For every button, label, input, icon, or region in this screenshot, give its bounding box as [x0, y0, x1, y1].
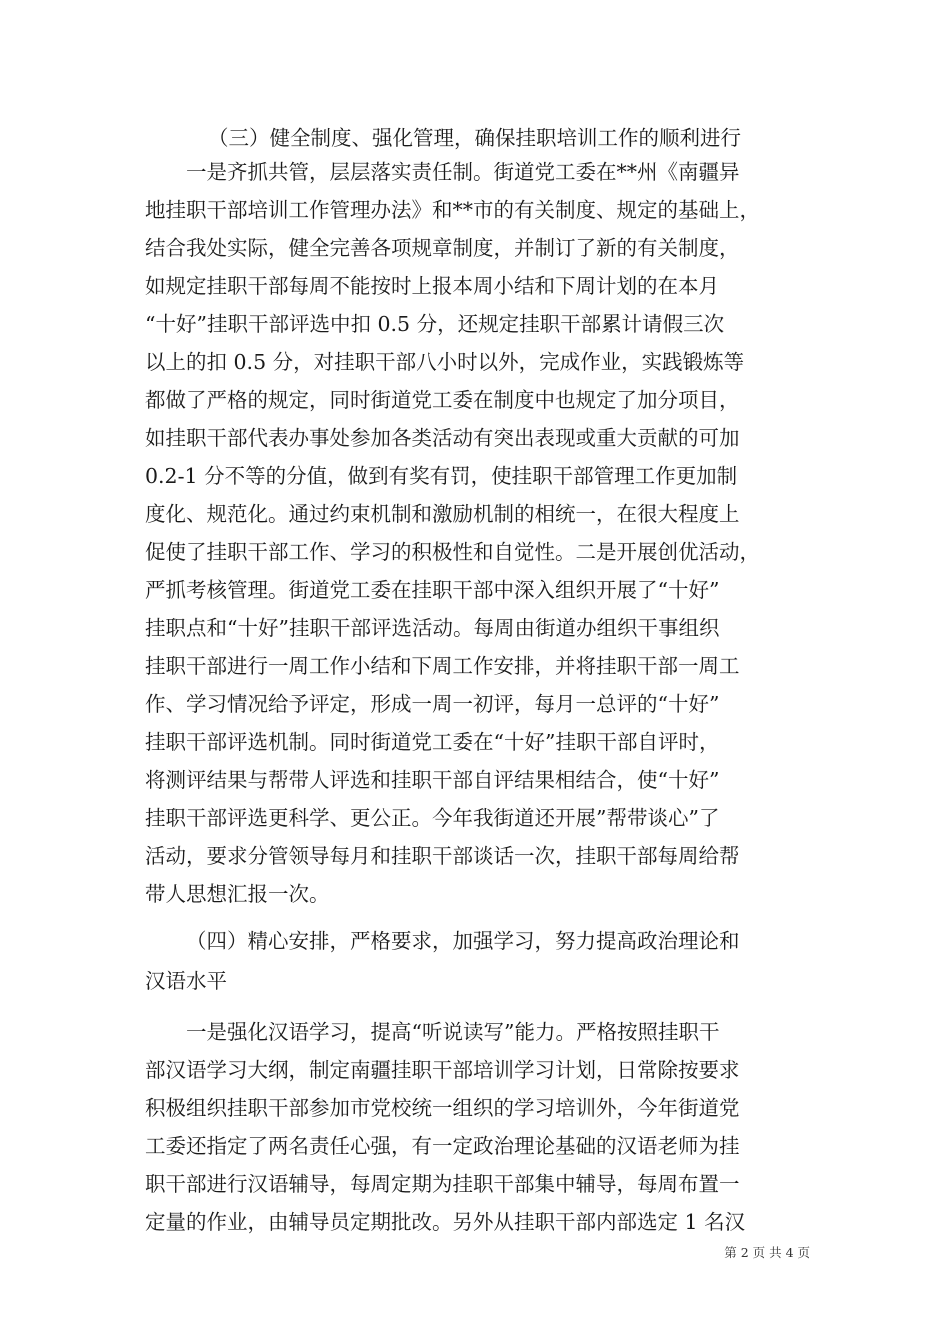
- paragraph-line: 工委还指定了两名责任心强，有一定政治理论基础的汉语老师为挂: [145, 1134, 740, 1158]
- paragraph-line: 以上的扣 0.5 分，对挂职干部八小时以外，完成作业，实践锻炼等: [145, 350, 745, 374]
- paragraph-line: 结合我处实际，健全完善各项规章制度，并制订了新的有关制度，: [145, 236, 740, 260]
- paragraph-line: 挂职干部评选更科学、更公正。今年我街道还开展”帮带谈心”了: [145, 806, 720, 830]
- paragraph-line: 将测评结果与帮带人评选和挂职干部自评结果相结合，使“十好”: [145, 768, 720, 792]
- page-number: 第 2 页 共 4 页: [724, 1245, 810, 1260]
- section-heading-4-continued: 汉语水平: [145, 969, 227, 993]
- paragraph-line: 带人思想汇报一次。: [145, 882, 330, 906]
- paragraph-line: 挂职点和“十好”挂职干部评选活动。每周由街道办组织干事组织: [145, 616, 720, 640]
- section-heading-3: （三）健全制度、强化管理，确保挂职培训工作的顺利进行: [208, 126, 741, 150]
- section-heading-4: （四）精心安排，严格要求，加强学习，努力提高政治理论和: [186, 929, 740, 953]
- paragraph-line: 积极组织挂职干部参加市党校统一组织的学习培训外，今年街道党: [145, 1096, 740, 1120]
- paragraph-line: 促使了挂职干部工作、学习的积极性和自觉性。二是开展创优活动，: [145, 540, 760, 564]
- paragraph-line: 0.2-1 分不等的分值，做到有奖有罚，使挂职干部管理工作更加制: [145, 464, 738, 488]
- paragraph-line: 职干部进行汉语辅导，每周定期为挂职干部集中辅导，每周布置一: [145, 1172, 740, 1196]
- paragraph-line: 地挂职干部培训工作管理办法》和**市的有关制度、规定的基础上，: [145, 198, 760, 222]
- paragraph-line: 度化、规范化。通过约束机制和激励机制的相统一，在很大程度上: [145, 502, 740, 526]
- paragraph-line: 如挂职干部代表办事处参加各类活动有突出表现或重大贡献的可加: [145, 426, 740, 450]
- paragraph-line: 作、学习情况给予评定，形成一周一初评，每月一总评的“十好”: [145, 692, 720, 716]
- paragraph-line: “十好”挂职干部评选中扣 0.5 分，还规定挂职干部累计请假三次: [145, 312, 725, 336]
- paragraph-line: 定量的作业，由辅导员定期批改。另外从挂职干部内部选定 1 名汉: [145, 1210, 746, 1234]
- paragraph-line: 严抓考核管理。街道党工委在挂职干部中深入组织开展了“十好”: [145, 578, 720, 602]
- paragraph-line: 都做了严格的规定，同时街道党工委在制度中也规定了加分项目，: [145, 388, 740, 412]
- paragraph-line: 一是齐抓共管，层层落实责任制。街道党工委在**州《南疆异: [186, 160, 740, 184]
- paragraph-line: 挂职干部评选机制。同时街道党工委在“十好”挂职干部自评时，: [145, 730, 720, 754]
- paragraph-line: 一是强化汉语学习，提高“听说读写”能力。严格按照挂职干: [186, 1020, 720, 1044]
- paragraph-line: 如规定挂职干部每周不能按时上报本周小结和下周计划的在本月: [145, 274, 719, 298]
- paragraph-line: 挂职干部进行一周工作小结和下周工作安排，并将挂职干部一周工: [145, 654, 740, 678]
- paragraph-line: 活动，要求分管领导每月和挂职干部谈话一次，挂职干部每周给帮: [145, 844, 740, 868]
- paragraph-line: 部汉语学习大纲，制定南疆挂职干部培训学习计划，日常除按要求: [145, 1058, 740, 1082]
